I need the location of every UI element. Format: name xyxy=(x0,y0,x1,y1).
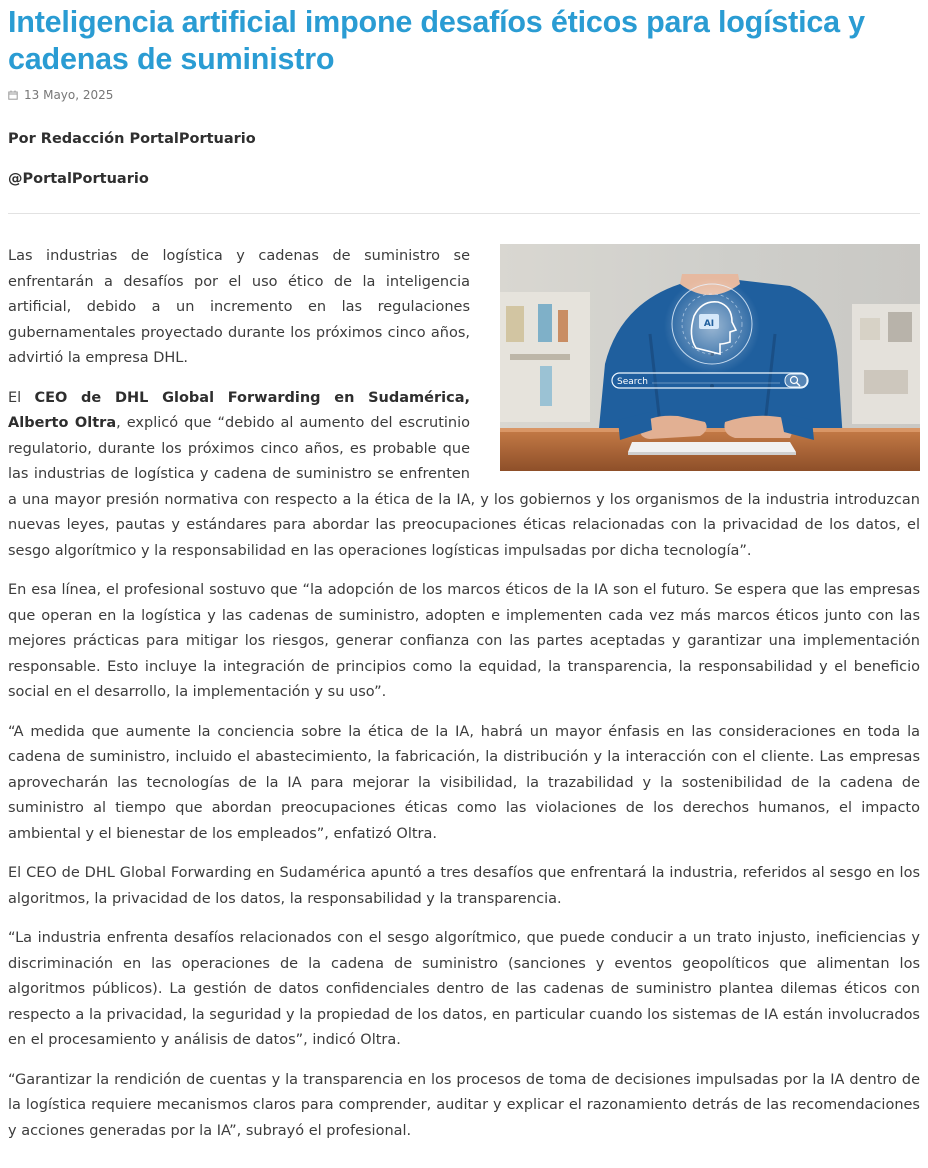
article xyxy=(8,0,920,1144)
paragraph-1: Las industrias de logística y cadenas de suministro se enfrentarán a desafíos por el uso ético de la inteligencia artificial, debido a un incremento en las regulaciones gubernamentales proyectado durante los próximos cinco años, advirtió la empresa DHL. xyxy=(8,248,470,366)
paragraph-2-intro: El xyxy=(8,389,35,406)
paragraph-5: El CEO de DHL Global Forwarding en Sudamérica apuntó a tres desafíos que enfrentará la industria, referidos al sesgo en los algoritmos, la privacidad de los datos, la responsabilidad y la transparencia. xyxy=(8,865,920,907)
search-hologram-text: Search xyxy=(617,377,648,387)
paragraph-6: “La industria enfrenta desafíos relacionados con el sesgo algorítmico, que puede conducir a un trato injusto, ineficiencias y discriminación en las operaciones de la cadena de suministro (sanciones y eventos geopolíticos que alimentan los algoritmos públicos). La gestión de datos confidenciales dentro de las cadenas de suministro plantea dilemas éticos con respecto a la privacidad, la seguridad y la propiedad de los datos, en particular cuando los sistemas de IA están involucrados en el procesamiento y análisis de datos”, indicó Oltra. xyxy=(8,930,920,1048)
ai-badge-text: AI xyxy=(703,319,715,329)
paragraph-3: En esa línea, el profesional sostuvo que “la adopción de los marcos éticos de la IA son el futuro. Se espera que las empresas que operan en la logística y las cadenas de suministro, adopten e implementen cada vez más marcos éticos junto con las mejores prácticas para mitigar los riesgos, generar confianza con las partes aceptadas y garantizar una implementación responsable. Esto incluye la integración de principios como la equidad, la transparencia, la responsabilidad y el beneficio social en el desarrollo, la implementación y su uso”. xyxy=(8,582,920,700)
author-byline: Por Redacción PortalPortuario xyxy=(8,131,256,147)
calendar-icon xyxy=(8,90,18,100)
paragraph-2-bold: CEO de DHL Global Forwarding en Sudamérica, Alberto Oltra xyxy=(8,389,470,431)
divider xyxy=(8,213,920,214)
date-text: 13 Mayo, 2025 xyxy=(24,88,114,102)
article-image xyxy=(500,244,920,471)
paragraph-4: “A medida que aumente la conciencia sobre la ética de la IA, habrá un mayor énfasis en las consideraciones en toda la cadena de suministro, incluido el abastecimiento, la fabricación, la distribución y la interacción con el cliente. Las empresas aprovecharán las tecnologías de la IA para mejorar la visibilidad, la trazabilidad y la sostenibilidad de la cadena de suministro al tiempo que abordan preocupaciones éticas como las violaciones de los derechos humanos, el impacto ambiental y el bienestar de los empleados”, enfatizó Oltra. xyxy=(8,723,920,842)
article-title: Inteligencia artificial impone desafíos éticos para logística y cadenas de suministro xyxy=(8,5,865,76)
ai-illustration xyxy=(500,244,920,471)
paragraph-2-rest: , explicó que “debido al aumento del escrutinio regulatorio, durante los próximos cinco años, es probable que las industrias de logística y cadena de suministro se enfrenten a una mayor presión normativa con respecto a la ética de la IA, y los gobiernos y los organismos de la industria introduzcan nuevas leyes, pautas y estándares para abordar las preocupaciones éticas relacionadas con la privacidad de los datos, el sesgo algorítmico y la responsabilidad en las operaciones logísticas impulsadas por dicha tecnología”. xyxy=(8,415,920,559)
article-body xyxy=(8,244,920,1144)
article-date xyxy=(8,86,920,104)
paragraph-7: “Garantizar la rendición de cuentas y la transparencia en los procesos de toma de decisiones impulsadas por la IA dentro de la logística requiere mecanismos claros para comprender, auditar y explicar el razonamiento detrás de las recomendaciones y acciones generadas por la IA”, subrayó el profesional. xyxy=(8,1071,920,1139)
author-handle: @PortalPortuario xyxy=(8,171,149,187)
